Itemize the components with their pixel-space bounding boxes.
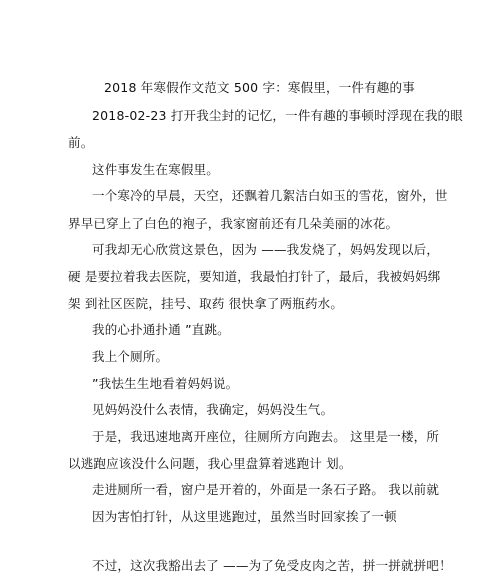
text-line: 不过，这次我豁出去了 ——为了免受皮肉之苦，拼一拼就拼吧！ bbox=[92, 558, 452, 573]
text-line: 以逃跑应该没什么问题，我心里盘算着逃跑计 划。 bbox=[68, 456, 352, 471]
text-line: 硬 是要拉着我去医院，要知道，我最怕打针了，最后，我被妈妈绑 bbox=[68, 269, 441, 284]
text-line: 一个寒冷的早晨，天空，还飘着几絮洁白如玉的雪花，窗外，世 bbox=[92, 188, 448, 203]
text-line: 2018-02-23 打开我尘封的记忆，一件有趣的事顿时浮现在我的眼 bbox=[92, 108, 463, 123]
text-line: 见妈妈没什么表情，我确定，妈妈没生气。 bbox=[92, 402, 334, 417]
text-line: 走进厕所一看，窗户是开着的，外面是一条石子路。 我以前就 bbox=[92, 482, 440, 497]
text-line: 我上个厕所。 bbox=[92, 349, 169, 364]
text-line: 前。 bbox=[68, 135, 94, 150]
text-line: 这件事发生在寒假里。 bbox=[92, 162, 220, 177]
text-line: ”我怯生生地看着妈妈说。 bbox=[92, 376, 239, 391]
document-title: 2018 年寒假作文范文 500 字：寒假里，一件有趣的事 bbox=[104, 80, 415, 95]
text-line: 于是，我迅速地离开座位，往厕所方向跑去。 这里是一楼，所 bbox=[92, 429, 440, 444]
text-line: 我的心扑通扑通 ”直跳。 bbox=[92, 322, 230, 337]
text-line: 架 到社区医院，挂号、取药 很快拿了两瓶药水。 bbox=[68, 296, 344, 311]
text-line: 因为害怕打针，从这里逃跑过，虽然当时回家挨了一顿 bbox=[92, 509, 397, 524]
text-line: 可我却无心欣赏这景色，因为 ——我发烧了，妈妈发现以后， bbox=[92, 242, 440, 257]
text-line: 界早已穿上了白色的袍子，我家窗前还有几朵美丽的冰花。 bbox=[68, 216, 399, 231]
